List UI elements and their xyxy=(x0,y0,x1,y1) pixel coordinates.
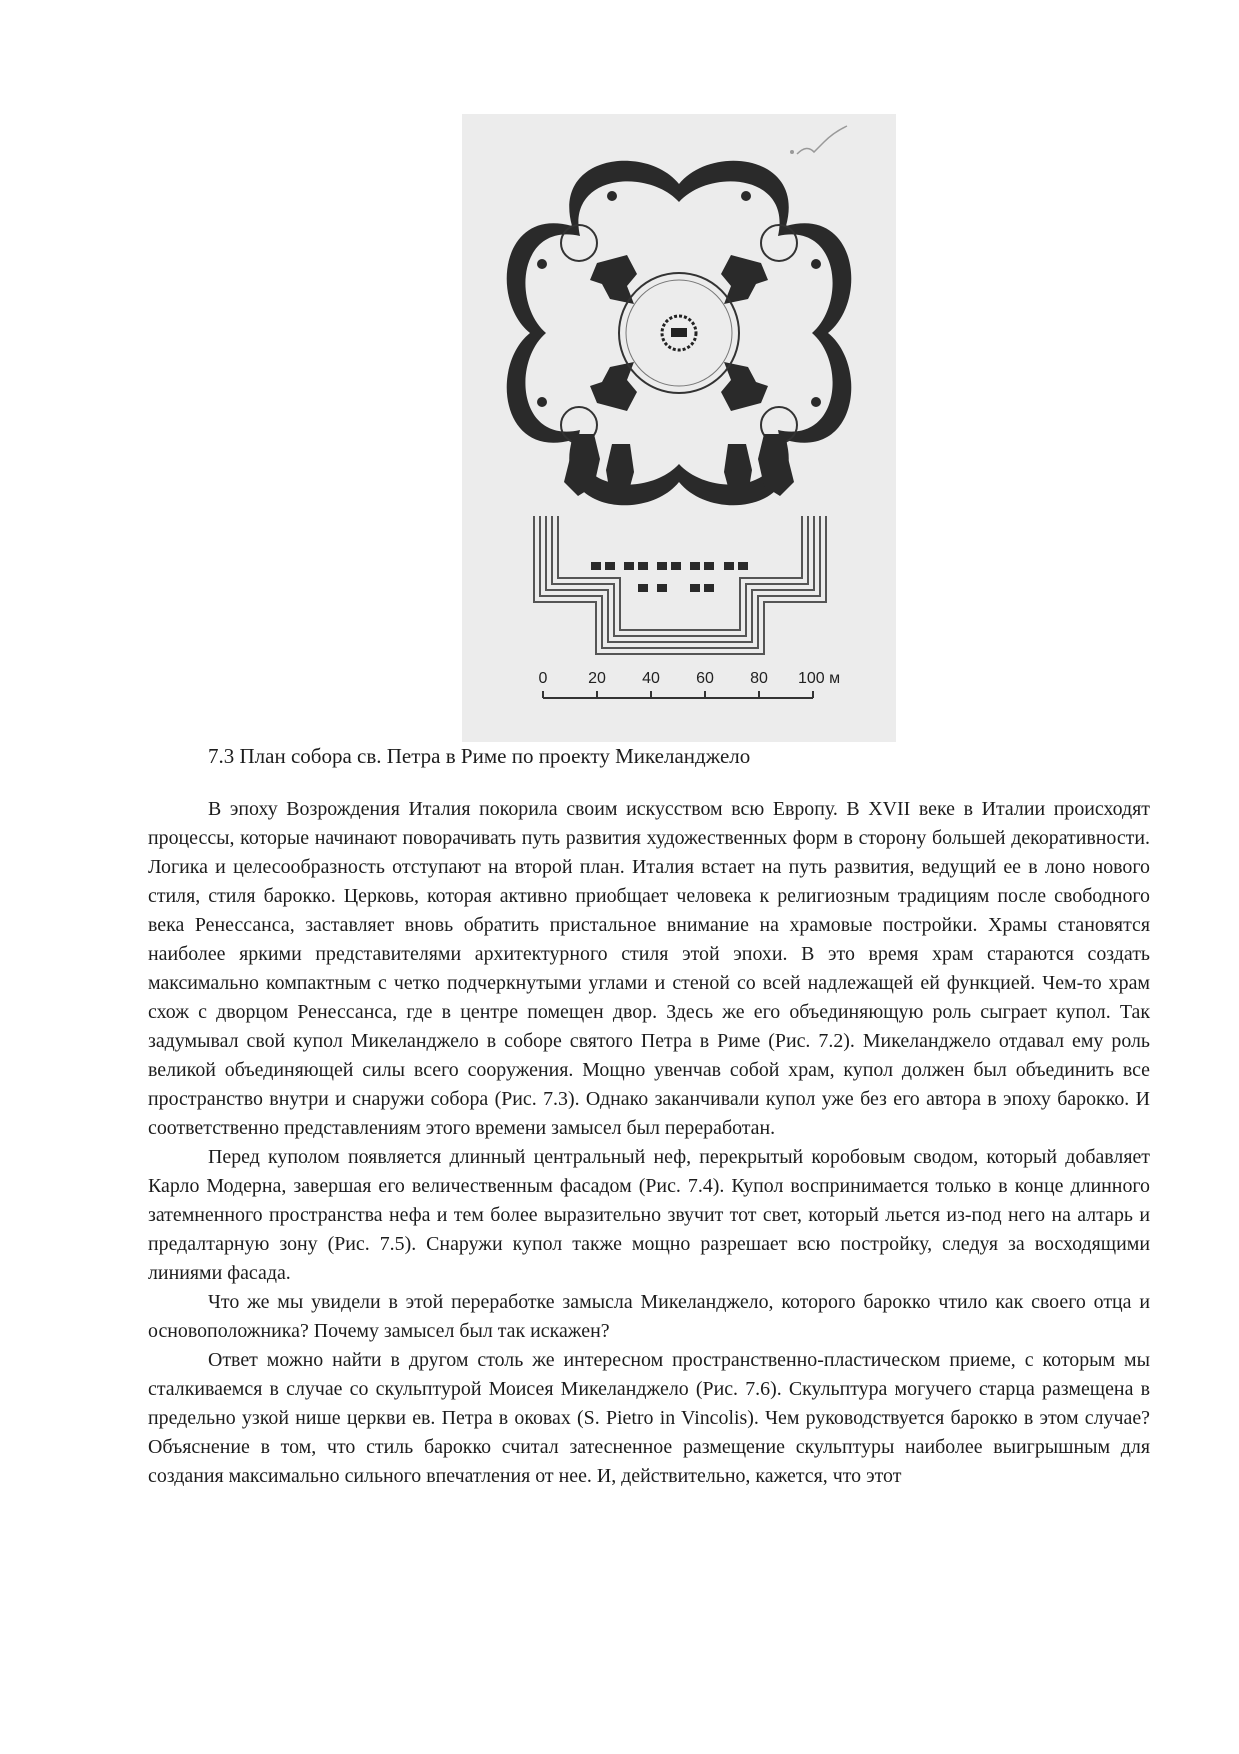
floor-plan-figure xyxy=(462,114,896,742)
paragraph: В эпоху Возрождения Италия покорила своим искусством всю Европу. В XVII веке в Италии происходят процессы, которые начинают поворачивать путь развития художественных форм в сторону большей декоративности. Логика и целесообразность отступают на второй план. Италия встает на путь развития, ведущий ее в лоно нового стиля, стиля барокко. Церковь, которая активно приобщает человека к религиозным традициям после свободного века Ренессанса, заставляет вновь обратить пристальное внимание на храмовые постройки. Храмы становятся наиболее яркими представителями архитектурного стиля этой эпохи. В это время храм стараются создать максимально компактным с четко подчеркнутыми углами и стеной со всей надлежащей ей функцией. Чем-то храм схож с дворцом Ренессанса, где в центре помещен двор. Здесь же его объединяющую роль сыграет купол. Так задумывал свой купол Микеланджело в соборе святого Петра в Риме (Рис. 7.2). Микеланджело отдавал ему роль великой объединяющей силы всего сооружения. Мощно увенчав собой храм, купол должен был объединить все пространство внутри и снаружи собора (Рис. 7.3). Однако заканчивали купол уже без его автора в эпоху барокко. И соответственно представлениям этого времени замысел был переработан. xyxy=(148,798,1150,1139)
paragraph: Что же мы увидели в этой переработке замысла Микеланджело, которого барокко чтило как своего отца и основоположника? Почему замысел был так искажен? xyxy=(148,1291,1150,1342)
scale-tick-0: 0 xyxy=(538,670,548,687)
paragraph: Ответ можно найти в другом столь же интересном пространственно-пластическом приеме, с которым мы сталкиваемся в случае со скульптурой Моисея Микеланджело (Рис. 7.6). Скульптура могучего старца размещена в предельно узкой нише церкви ев. Петра в оковах (S. Pietro in Vincolis). Чем руководствуется барокко в этом случае? Объяснение в том, что стиль барокко считал затесненное размещение скульптуры наиболее выигрышным для создания максимально сильного впечатления от нее. И, действительно, кажется, что этот xyxy=(148,1349,1150,1487)
scale-tick-100: 100 м xyxy=(798,670,841,687)
figure-caption: 7.3 План собора св. Петра в Риме по проекту Микеланджело xyxy=(208,744,751,768)
paragraph: Перед куполом появляется длинный центральный неф, перекрытый коробовым сводом, который добавляет Карло Модерна, завершая его величественным фасадом (Рис. 7.4). Купол воспринимается только в конце длинного затемненного пространства нефа и тем более выразительно звучит тот свет, который льется из-под него на алтарь и предалтарную зону (Рис. 7.5). Снаружи купол также мощно разрешает всю постройку, следуя за восходящими линиями фасада. xyxy=(148,1146,1150,1284)
floor-plan-drawing xyxy=(462,114,896,742)
scale-tick-60: 60 xyxy=(696,670,714,687)
scale-tick-20: 20 xyxy=(588,670,606,687)
scale-tick-80: 80 xyxy=(750,670,768,687)
scale-tick-40: 40 xyxy=(642,670,660,687)
front-steps xyxy=(534,516,826,654)
scale-bar xyxy=(539,670,841,698)
body-text xyxy=(148,795,1150,1491)
